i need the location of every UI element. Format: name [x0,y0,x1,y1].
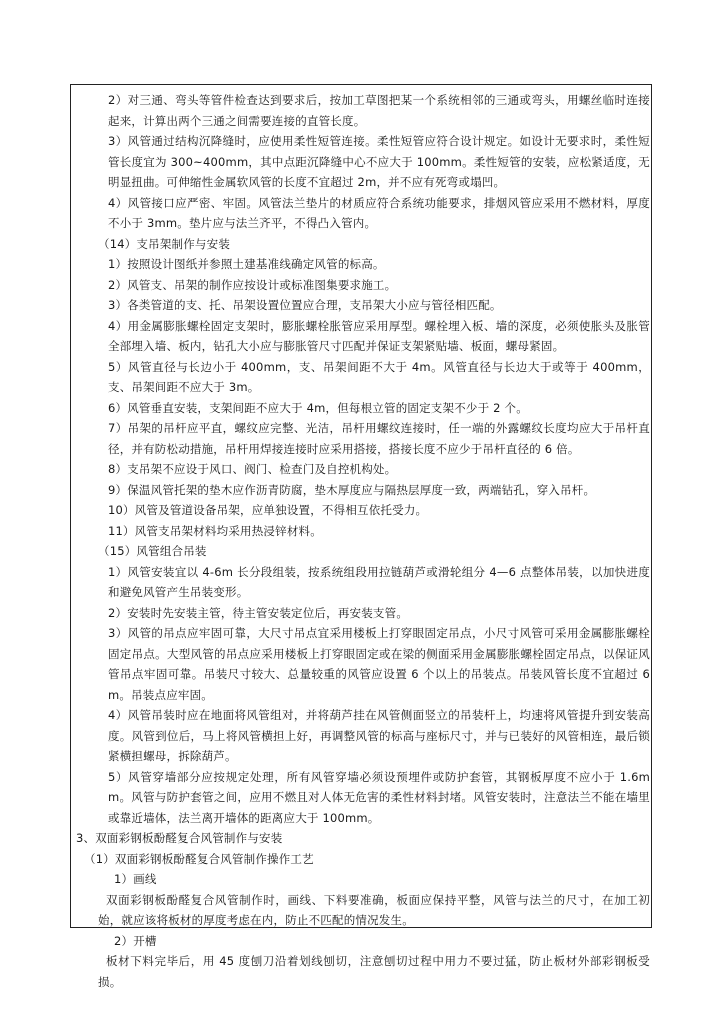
para-27: 板材下料完毕后，用 45 度刨刀沿着划线刨切，注意刨切过程中用力不要过猛，防止板材外部彩钢板受损。 [98,954,650,989]
para-10: 6）风管垂直安装，支架间距不应大于 4m，但每根立管的固定支架不少于 2 个。 [108,400,528,415]
para-12: 8）支吊架不应设于风口、阀门、检查门及自控机构处。 [108,462,397,476]
para-09: 5）风管直径与长边小于 400mm，支、吊架间距不大于 4m。风管直径与长边大于或等于 400mm，支、吊架间距不应大于 3m。 [108,359,650,394]
section-heading-15: （15）风管组合吊装 [98,544,207,558]
para-03: 4）风管接口应严密、牢固。风管法兰垫片的材质应符合系统功能要求，排烟风管应采用不燃材料，厚度不小于 3mm。垫片应与法兰齐平，不得凸入管内。 [108,195,650,230]
document-body [76,90,650,992]
para-13: 9）保温风管托架的垫木应作沥青防腐，垫木厚度应与隔热层厚度一致，两端钻孔，穿入吊杆。 [108,482,596,497]
step-heading-2: 2）开槽 [114,933,157,948]
section-heading-14: （14）支吊架制作与安装 [98,236,231,251]
para-08: 4）用金属膨胀螺栓固定支架时，膨胀螺栓胀管应采用厚型。螺栓埋入板、墙的深度，必须使胀头及胀管全部埋入墙、板内，钻孔大小应与膨胀管尺寸匹配并保证支架紧贴墙、板面，螺母紧固。 [108,318,650,353]
main-heading-3: 3、双面彩钢板酚醛复合风管制作与安装 [76,831,283,845]
para-20: 4）风管吊装时应在地面将风管组对，并将葫芦挂在风管侧面竖立的吊装杆上，均速将风管提升到安装高度。风管到位后，马上将风管横担上好，再调整风管的标高与座标尺寸，并与已装好的风管相连，最后锁紧横担螺母，拆除葫芦。 [108,708,650,763]
para-05: 1）按照设计图纸并参照土建基准线确定风管的标高。 [108,257,385,271]
para-21: 5）风管穿墙部分应按规定处理，所有风管穿墙必须设预埋件或防护套管，其钢板厚度不应小于 1.6mm。风管与防护套管之间，应用不燃且对人体无危害的柔性材料封堵。风管安装时，注意法兰不能在墙里或靠近墙体，法兰离开墙体的距离应大于 100mm。 [108,769,650,825]
step-heading-1: 1）画线 [114,872,157,886]
para-15: 11）风管支吊架材料均采用热浸锌材料。 [108,523,322,538]
para-01: 2）对三通、弯头等管件检查达到要求后，按加工草图把某一个系统相邻的三通或弯头，用螺丝临时连接起来，计算出两个三通之间需要连接的直管长度。 [108,93,650,128]
para-25: 双面彩钢板酚醛复合风管制作时，画线、下料要准确，板面应保持平整，风管与法兰的尺寸，在加工初始，就应该将板材的厚度考虑在内，防止不匹配的情况发生。 [98,892,650,927]
para-18: 2）安装时先安装主管，待主管安装定位后，再安装支管。 [108,605,409,620]
para-17: 1）风管安装宜以 4-6m 长分段组装，按系统组段用拉链葫芦或滑轮组分 4—6 点整体吊装，以加快进度和避免风管产生吊装变形。 [108,564,650,599]
sub-heading-1: （1）双面彩钢板酚醛复合风管制作操作工艺 [84,851,314,866]
para-06: 2）风管支、吊架的制作应按设计或标准图集要求施工。 [108,277,397,292]
para-02: 3）风管通过结构沉降缝时，应使用柔性短管连接。柔性短管应符合设计规定。如设计无要求时，柔性短管长度宜为 300~400mm，其中点距沉降缝中心不应大于 100mm。柔性短管的安装，应松紧适度，无明显扭曲。可伸缩性金属软风管的长度不宜超过 2m，并不应有死弯或塌凹。 [108,134,650,189]
para-11: 7）吊架的吊杆应平直，螺纹应完整、光洁，吊杆用螺纹连接时，任一端的外露螺纹长度均应大于吊杆直径，并有防松动措施，吊杆用焊接连接时应采用搭接，搭接长度不应少于吊杆直径的 6 倍。 [108,421,650,456]
para-14: 10）风管及管道设备吊架，应单独设置，不得相互依托受力。 [108,503,428,517]
para-19: 3）风管的吊点应牢固可靠，大尺寸吊点宜采用楼板上打穿眼固定吊点，小尺寸风管可采用金属膨胀螺栓固定吊点。大型风管的吊点应采用楼板上打穿眼固定或在梁的侧面采用金属膨胀螺栓固定吊点，以保证风管吊点牢固可靠。吊装尺寸较大、总量较重的风管应设置 6 个以上的吊装点。吊装风管长度不宜超过 6m。吊装点应牢固。 [108,626,650,702]
para-07: 3）各类管道的支、托、吊架设置位置应合理，支吊架大小应与管径相匹配。 [108,298,502,312]
